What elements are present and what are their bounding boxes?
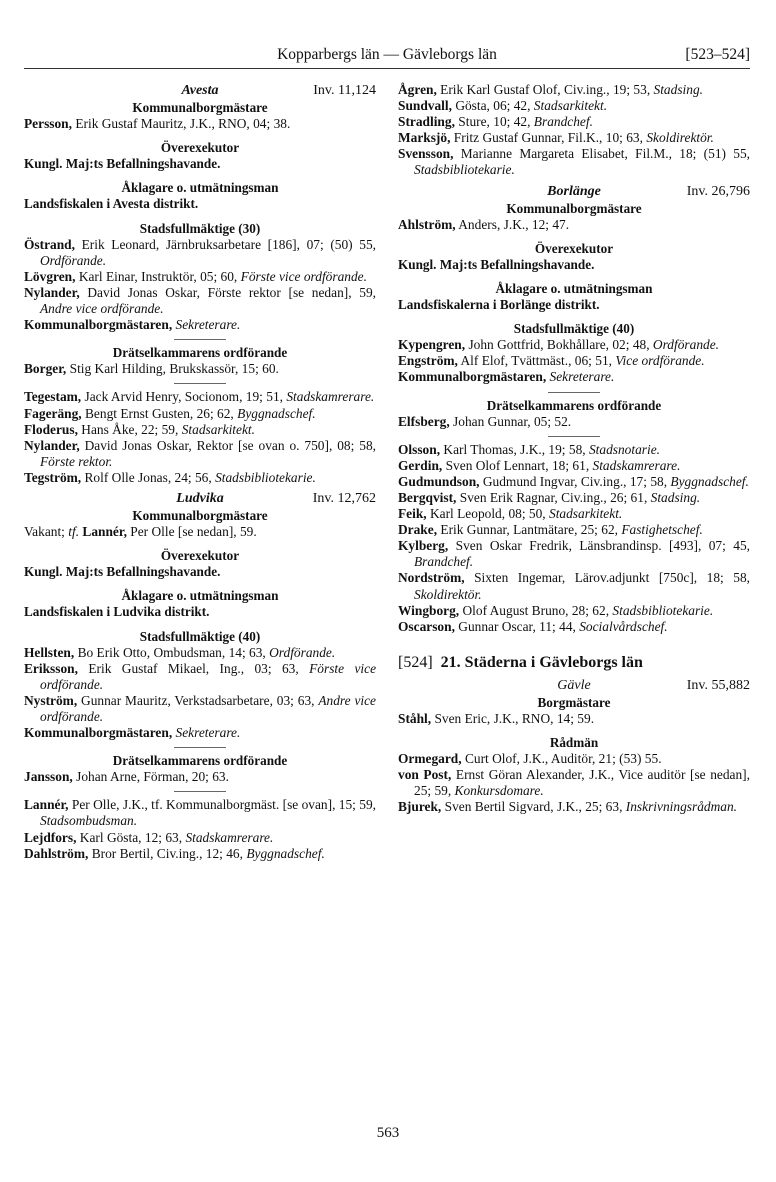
entry: Nylander, David Jonas Oskar, Rektor [se ovan o. 750], 08; 58, Förste rektor. <box>24 437 376 469</box>
entry: Ståhl, Sven Eric, J.K., RNO, 14; 59. <box>398 710 595 726</box>
entry: Landsfiskalen i Avesta distrikt. <box>24 196 199 212</box>
entry: Landsfiskalen i Ludvika distrikt. <box>24 604 210 620</box>
section-heading: Rådmän <box>549 735 599 750</box>
entry: Nyström, Gunnar Mauritz, Verkstadsarbetare, 03; 63, Andre vice ordförande. <box>24 692 376 724</box>
section-heading: Kommunalborgmästare <box>132 100 268 115</box>
section-heading: Stadsfullmäktige (40) <box>139 628 261 644</box>
entry: Floderus, Hans Åke, 22; 59, Stadsarkitekt. <box>24 421 255 437</box>
town-inventory: Inv. 12,762 <box>312 490 376 506</box>
entry: Stradling, Sture, 10; 42, Brandchef. <box>398 114 593 130</box>
entry: Marksjö, Fritz Gustaf Gunnar, Fil.K., 10; 63, Skoldirektör. <box>398 130 714 146</box>
section-heading: Överexekutor <box>160 548 240 564</box>
chapter-heading <box>398 653 750 673</box>
section-heading: Kommunalborgmästare <box>506 200 642 216</box>
entry: Wingborg, Olof August Bruno, 28; 62, Stadsbibliotekarie. <box>398 602 714 618</box>
divider <box>548 436 600 437</box>
entry: Bjurek, Sven Bertil Sigvard, J.K., 25; 63, Inskrivningsrådman. <box>398 799 737 815</box>
entry: Olsson, Karl Thomas, J.K., 19; 58, Stadsnotarie. <box>398 441 661 457</box>
entry: Tegström, Rolf Olle Jonas, 24; 56, Stadsbibliotekarie. <box>24 469 316 485</box>
entry: Gudmundson, Gudmund Ingvar, Civ.ing., 17; 58, Byggnadschef. <box>398 473 749 489</box>
entry: Kungl. Maj:ts Befallningshavande. <box>398 256 595 272</box>
divider <box>174 791 226 792</box>
town-inventory: Inv. 55,882 <box>686 677 750 693</box>
divider <box>174 383 226 384</box>
right-column <box>398 82 750 815</box>
entry: Östrand, Erik Leonard, Järnbruksarbetare [186], 07; (50) 55, Ordförande. <box>24 236 376 268</box>
running-header <box>24 42 750 69</box>
section-heading: Kommunalborgmästare <box>132 507 268 523</box>
section-heading: Stadsfullmäktige (40) <box>513 321 635 337</box>
town-heading-gavle <box>398 677 750 695</box>
section-heading: Åklagare o. utmätningsman <box>495 280 653 296</box>
entry: Kylberg, Sven Oskar Fredrik, Länsbrandinsp. [493], 07; 45, Brandchef. <box>398 538 750 570</box>
entry: Dahlström, Bror Bertil, Civ.ing., 12; 46, Byggnadschef. <box>24 845 325 861</box>
entry: Kungl. Maj:ts Befallningshavande. <box>24 156 221 172</box>
entry: Feik, Karl Leopold, 08; 50, Stadsarkitekt. <box>398 506 623 522</box>
town-heading-borlange <box>398 183 750 201</box>
section-heading: Åklagare o. utmätningsman <box>121 180 279 196</box>
entry: Landsfiskalerna i Borlänge distrikt. <box>398 297 600 313</box>
town-heading-avesta <box>24 82 376 100</box>
divider <box>548 392 600 393</box>
entry: Elfsberg, Johan Gunnar, 05; 52. <box>398 413 572 429</box>
town-heading-ludvika <box>24 490 376 508</box>
town-name: Ludvika <box>176 490 224 506</box>
entry: Nordström, Sixten Ingemar, Lärov.adjunkt [750c], 18; 58, Skoldirektör. <box>398 570 750 602</box>
entry: Nylander, David Jonas Oskar, Förste rektor [se nedan], 59, Andre vice ordförande. <box>24 284 376 317</box>
entry: Persson, Erik Gustaf Mauritz, J.K., RNO, 04; 38. <box>24 116 291 132</box>
header-title: Kopparbergs län — Gävleborgs län <box>277 46 497 63</box>
entry: Fageräng, Bengt Ernst Gusten, 26; 62, Byggnadschef. <box>24 405 316 421</box>
section-heading: Åklagare o. utmätningsman <box>121 588 279 604</box>
entry: von Post, Ernst Göran Alexander, J.K., Vice auditör [se nedan], 25; 59, Konkursdomare. <box>398 767 750 799</box>
entry: Kypengren, John Gottfrid, Bokhållare, 02; 48, Ordförande. <box>398 337 720 353</box>
entry: Eriksson, Erik Gustaf Mikael, Ing., 03; 63, Förste vice ordförande. <box>24 660 377 692</box>
section-heading: Överexekutor <box>160 140 240 156</box>
entry: Svensson, Marianne Margareta Elisabet, Fil.M., 18; (51) 55, Stadsbibliotekarie. <box>398 146 750 178</box>
section-heading: Överexekutor <box>534 240 614 256</box>
entry: Lövgren, Karl Einar, Instruktör, 05; 60, Förste vice ordförande. <box>24 268 367 284</box>
left-column <box>24 82 376 862</box>
town-name: Borlänge <box>547 183 601 199</box>
entry: Borger, Stig Karl Hilding, Brukskassör, 15; 60. <box>24 361 279 377</box>
entry: Tegestam, Jack Arvid Henry, Socionom, 19; 51, Stadskamrerare. <box>24 389 375 405</box>
entry: Ormegard, Curt Olof, J.K., Auditör, 21; (53) 55. <box>398 751 662 767</box>
entry: Drake, Erik Gunnar, Lantmätare, 25; 62, Fastighetschef. <box>398 522 703 538</box>
entry: Kungl. Maj:ts Befallningshavande. <box>24 564 221 580</box>
entry: Jansson, Johan Arne, Förman, 20; 63. <box>24 769 229 785</box>
entry: Gerdin, Sven Olof Lennart, 18; 61, Stadskamrerare. <box>398 457 681 473</box>
entry: Ågren, Erik Karl Gustaf Olof, Civ.ing., 19; 53, Stadsing. <box>398 82 703 97</box>
section-heading: Drätselkammarens ordförande <box>112 345 288 361</box>
town-name: Gävle <box>557 677 591 693</box>
chapter-title: 21. Städerna i Gävleborgs län <box>440 653 643 671</box>
town-inventory: Inv. 11,124 <box>313 83 376 98</box>
entry: Bergqvist, Sven Erik Ragnar, Civ.ing., 26; 61, Stadsing. <box>398 489 701 505</box>
divider <box>174 747 226 748</box>
section-heading: Borgmästare <box>537 694 611 710</box>
entry: Kommunalborgmästaren, Sekreterare. <box>24 725 241 741</box>
entry: Sundvall, Gösta, 06; 42, Stadsarkitekt. <box>398 98 608 114</box>
entry: Oscarson, Gunnar Oscar, 11; 44, Socialvårdschef. <box>398 618 668 634</box>
entry: Kommunalborgmästaren, Sekreterare. <box>24 317 241 333</box>
town-name: Avesta <box>181 83 219 98</box>
town-inventory: Inv. 26,796 <box>686 183 750 199</box>
entry: Hellsten, Bo Erik Otto, Ombudsman, 14; 63, Ordförande. <box>24 644 336 660</box>
entry: Lannér, Per Olle, J.K., tf. Kommunalborgmäst. [se ovan], 15; 59, Stadsombudsman. <box>24 797 376 829</box>
entry: Kommunalborgmästaren, Sekreterare. <box>398 369 615 385</box>
entry: Ahlström, Anders, J.K., 12; 47. <box>398 216 570 232</box>
section-heading: Stadsfullmäktige (30) <box>139 220 261 236</box>
page-number: 563 <box>376 1125 400 1141</box>
chapter-number: [524] <box>398 653 433 671</box>
section-heading: Drätselkammarens ordförande <box>486 397 662 413</box>
entry: Lejdfors, Karl Gösta, 12; 63, Stadskamrerare. <box>24 829 274 845</box>
entry: Engström, Alf Elof, Tvättmäst., 06; 51, Vice ordförande. <box>398 353 705 369</box>
section-heading: Drätselkammarens ordförande <box>112 753 288 769</box>
header-page-range: [523–524] <box>685 46 750 63</box>
entry: Vakant; tf. Lannér, Per Olle [se nedan], 59. <box>24 524 257 540</box>
divider <box>174 339 226 340</box>
